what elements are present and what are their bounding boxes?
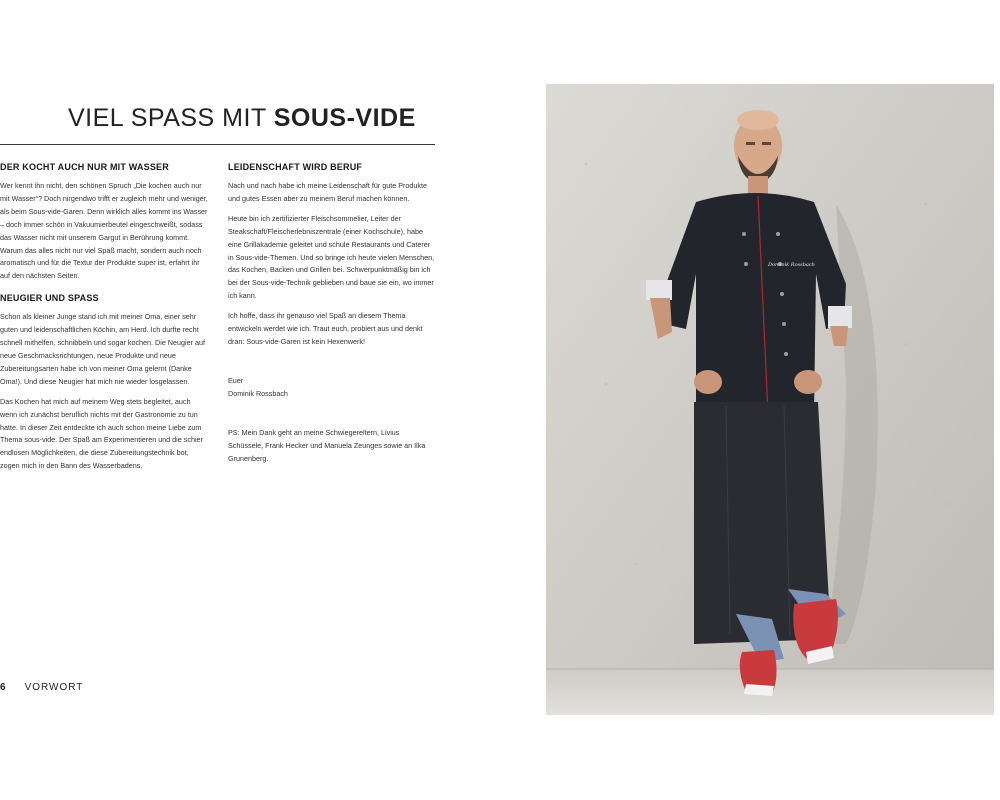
page-title-light: VIEL SPASS MIT — [68, 104, 274, 132]
jacket-embroidery: Dominik Rossbach — [768, 262, 815, 268]
signature-greeting: Euer — [228, 375, 244, 385]
signature-name: Dominik Rossbach — [228, 388, 288, 398]
page-footer — [0, 682, 83, 693]
paragraph-neugier-2: Das Kochen hat mich auf meinem Weg stets begleitet, auch wenn ich zunächst beruflich nichts mit der Gastronomie zu tun hatte. In dieser Zeit entdeckte ich auch schon meine Liebe zum Thema sous-vide. Der Spaß am Experimentieren und die schier endlosen Möglichkeiten, die diese Zubereitungstechnik bot, zogen mich in den Bann des Wasserbadens. — [0, 396, 203, 471]
heading-der-kocht: DER KOCHT AUCH NUR MIT WASSER — [0, 162, 169, 172]
page-title — [68, 104, 416, 133]
postscript: PS: Mein Dank geht an meine Schwiegereltern, Livius Schüssele, Frank Hecker und Manuela Zeunges sowie an Ilka Grunenberg. — [228, 427, 426, 463]
heading-neugier: NEUGIER UND SPASS — [0, 293, 99, 304]
chef-illustration — [546, 84, 994, 715]
right-column — [228, 162, 435, 472]
paragraph-leidenschaft-1: Nach und nach habe ich meine Leidenschaft für gute Produkte und gutes Essen aber zu meinem Beruf machen können. — [228, 181, 427, 203]
page-title-bold: SOUS-VIDE — [273, 104, 416, 132]
paragraph-der-kocht: Wer kennt ihn nicht, den schönen Spruch „Die kochen auch nur mit Wasser“? Doch nirgendwo trifft er zugleich mehr und weniger, als beim Sous-vide-Garen. Denn wirklich alles kommt ins Wasser – doch immer schön in Vakuumierbeutel eingeschweißt, sodass das Wasser nicht mit unserem Gargut in Berührung kommt. Warum das alles nicht nur viel Spaß macht, sondern auch noch aromatisch und für die Textur der Produkte super ist, erfahrt ihr auf den nächsten Seiten. — [0, 181, 208, 281]
title-rule — [0, 144, 435, 145]
left-column — [0, 162, 208, 480]
signature — [228, 375, 435, 401]
section-label: VORWORT — [24, 682, 84, 693]
page-number: 6 — [0, 682, 7, 693]
heading-leidenschaft: LEIDENSCHAFT WIRD BERUF — [228, 162, 363, 172]
paragraph-leidenschaft-3: Ich hoffe, dass ihr genauso viel Spaß an diesem Thema entwickeln werdet wie ich. Traut euch, probiert aus und denkt dran: Sous-vide-Garen ist kein Hexenwerk! — [228, 311, 423, 346]
paragraph-neugier-1: Schon als kleiner Junge stand ich mit meiner Oma, einer sehr guten und leidenschaftlichen Köchin, am Herd. Ich durfte recht schnell mithelfen, schnibbeln und sogar kochen. Die Neugier auf neue Geschmacksrichtungen, neue Produkte und neue Zubereitungsarten habe ich von meiner Oma gelernt (Danke Oma!). Und diese Neugier hat mich nie wieder losgelassen. — [0, 312, 205, 386]
chef-photo — [546, 84, 994, 715]
paragraph-leidenschaft-2: Heute bin ich zertifizierter Fleischsommelier, Leiter der Steakschaft/Fleischerlebniszentrale (einer Kochschule), habe eine Grillakademie geleitet und schule Restaurants und Caterer in Sous-vide-Themen. Und so bringe ich heute vielen Menschen, das Kochen, Backen und Grillen bei. Schwerpunktmäßig bin ich bei der Sous-vide-Technik geblieben und baue sie ein, wo immer ich kann. — [228, 213, 435, 301]
